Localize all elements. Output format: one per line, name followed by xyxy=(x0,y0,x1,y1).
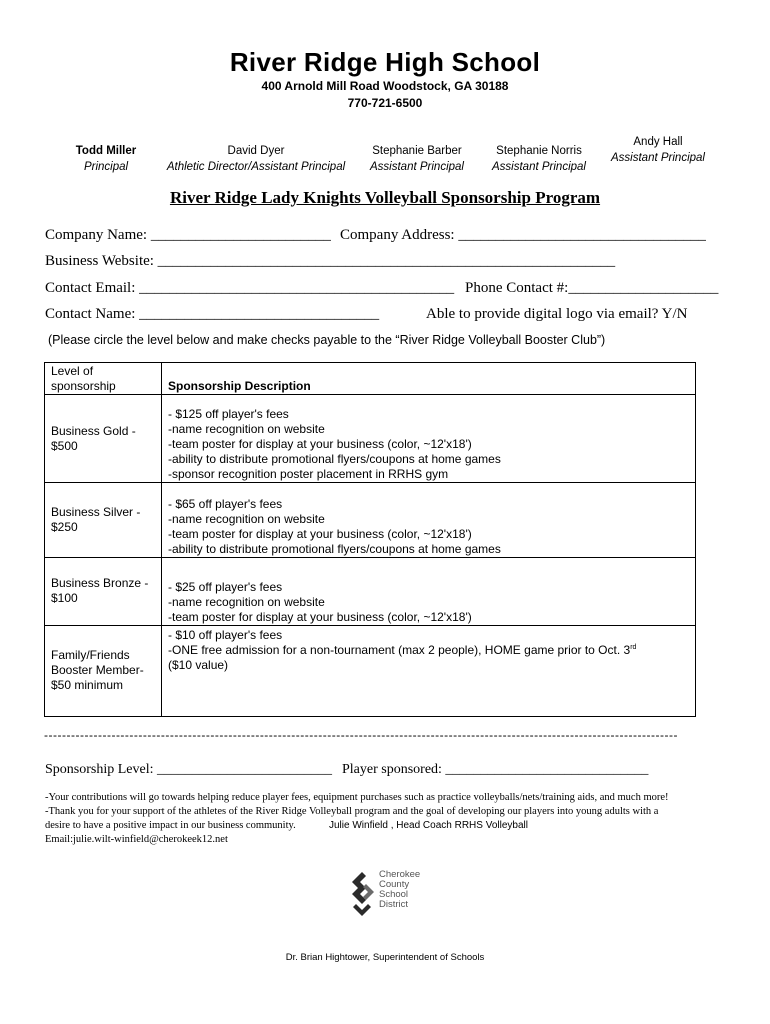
level-cell xyxy=(45,395,162,483)
sponsorship-table xyxy=(44,362,696,717)
staff-athletic-director xyxy=(160,143,352,175)
level-line: Booster Member- xyxy=(51,663,144,677)
staff-role: Assistant Principal xyxy=(370,161,464,173)
staff-role: Assistant Principal xyxy=(611,152,705,164)
level-line: Business Gold - xyxy=(51,423,136,438)
level-line: Business Silver - xyxy=(51,505,141,519)
staff-role: Assistant Principal xyxy=(492,161,586,173)
player-sponsored-field: Player sponsored: _____________________________ xyxy=(342,762,649,777)
desc-line: -ability to distribute promotional flyers/coupons at home games xyxy=(168,542,501,556)
table-header-row xyxy=(45,363,696,395)
cherokee-county-school-district-logo-icon xyxy=(348,870,376,916)
thank-you-note-continued: desire to have a positive impact in our business community. xyxy=(45,820,296,831)
desc-line: -name recognition on website xyxy=(168,595,325,609)
description-cell xyxy=(162,626,696,717)
header-level-line2: sponsorship xyxy=(51,379,116,393)
superscript: rd xyxy=(630,644,637,651)
level-line: $500 xyxy=(51,438,78,453)
table-row xyxy=(45,626,696,717)
contact-email-field: Contact Email: __________________________________________ xyxy=(45,280,455,296)
header-desc-cell xyxy=(162,363,696,395)
level-line: Family/Friends xyxy=(51,648,130,662)
staff-name: Stephanie Barber xyxy=(372,145,462,157)
company-name-field: Company Name: ________________________ xyxy=(45,227,331,243)
coach-signature: Julie Winfield , Head Coach RRHS Volleyball xyxy=(329,820,528,831)
desc-line: - $65 off player's fees xyxy=(168,497,283,511)
logo-text-line: School xyxy=(379,889,409,900)
staff-role: Athletic Director/Assistant Principal xyxy=(166,161,346,173)
staff-name: Todd Miller xyxy=(75,145,137,157)
staff-role: Principal xyxy=(83,161,129,173)
desc-line xyxy=(168,643,689,658)
contribution-note: -Your contributions will go towards helping reduce player fees, equipment purchases such as practice volleyballs/nets/training aids, and much more! xyxy=(45,792,669,803)
table-row xyxy=(45,483,696,558)
logo-text-line: County xyxy=(379,879,410,890)
desc-line: -name recognition on website xyxy=(168,512,325,526)
cut-line-divider: --------------------------------------------------------------------------------------------------------------------------------------------- xyxy=(44,728,678,742)
desc-line: -sponsor recognition poster placement in RRHS gym xyxy=(168,467,449,481)
level-line: $50 minimum xyxy=(51,678,124,692)
level-line: Business Bronze - xyxy=(51,576,149,590)
school-address: 400 Arnold Mill Road Woodstock, GA 30188 xyxy=(261,79,509,93)
school-phone: 770-721-6500 xyxy=(347,96,423,110)
staff-name: David Dyer xyxy=(227,145,285,157)
business-website-field: Business Website: _____________________________________________________________ xyxy=(45,253,616,269)
staff-principal xyxy=(56,143,156,175)
contact-name-field: Contact Name: ________________________________ xyxy=(45,306,380,322)
district-logo xyxy=(348,868,448,924)
school-name: River Ridge High School xyxy=(229,47,541,77)
coach-email: Email:julie.wilt-winfield@cherokeek12.net xyxy=(45,834,228,845)
digital-logo-question: Able to provide digital logo via email? Y/N xyxy=(426,306,688,322)
staff-assistant-principal-1 xyxy=(360,143,474,175)
level-cell xyxy=(45,483,162,558)
level-cell xyxy=(45,558,162,626)
sponsorship-level-field: Sponsorship Level: _________________________ xyxy=(45,762,332,777)
logo-text-line: Cherokee xyxy=(379,869,421,880)
program-title: River Ridge Lady Knights Volleyball Sponsorship Program xyxy=(169,188,601,207)
desc-line: - $125 off player's fees xyxy=(168,407,289,421)
table-row xyxy=(45,395,696,483)
superintendent-footer: Dr. Brian Hightower, Superintendent of Schools xyxy=(285,952,485,963)
header-level-cell xyxy=(45,363,162,395)
header-level-line1: Level of xyxy=(51,364,94,378)
staff-assistant-principal-3 xyxy=(602,134,714,166)
company-address-field: Company Address: _________________________________ xyxy=(340,227,706,243)
logo-text-line: District xyxy=(379,899,409,910)
desc-line: - $25 off player's fees xyxy=(168,580,283,594)
desc-line: - $10 off player's fees xyxy=(168,628,283,642)
description-cell xyxy=(162,483,696,558)
desc-line: -team poster for display at your business (color, ~12'x18') xyxy=(168,610,472,624)
level-cell xyxy=(45,626,162,717)
desc-line: -ability to distribute promotional flyers/coupons at home games xyxy=(168,452,501,466)
staff-assistant-principal-2 xyxy=(482,143,596,175)
desc-line: -team poster for display at your business (color, ~12'x18') xyxy=(168,437,472,451)
header-desc: Sponsorship Description xyxy=(168,379,311,393)
desc-line: -team poster for display at your business (color, ~12'x18') xyxy=(168,527,472,541)
level-line: $250 xyxy=(51,520,78,534)
thank-you-note: -Thank you for your support of the athletes of the River Ridge Volleyball program and the goal of developing our players into young adults with a xyxy=(45,806,659,817)
desc-text: -ONE free admission for a non-tournament (max 2 people), HOME game prior to Oct. 3 xyxy=(168,643,631,657)
desc-line: -name recognition on website xyxy=(168,422,325,436)
staff-name: Stephanie Norris xyxy=(496,145,582,157)
description-cell xyxy=(162,395,696,483)
level-line: $100 xyxy=(51,591,78,605)
table-row xyxy=(45,558,696,626)
payment-instructions: (Please circle the level below and make checks payable to the “River Ridge Volleyball Booster Club”) xyxy=(48,333,606,347)
desc-line: ($10 value) xyxy=(168,658,229,672)
staff-name: Andy Hall xyxy=(633,136,683,148)
phone-contact-field: Phone Contact #:____________________ xyxy=(465,280,719,296)
description-cell xyxy=(162,558,696,626)
